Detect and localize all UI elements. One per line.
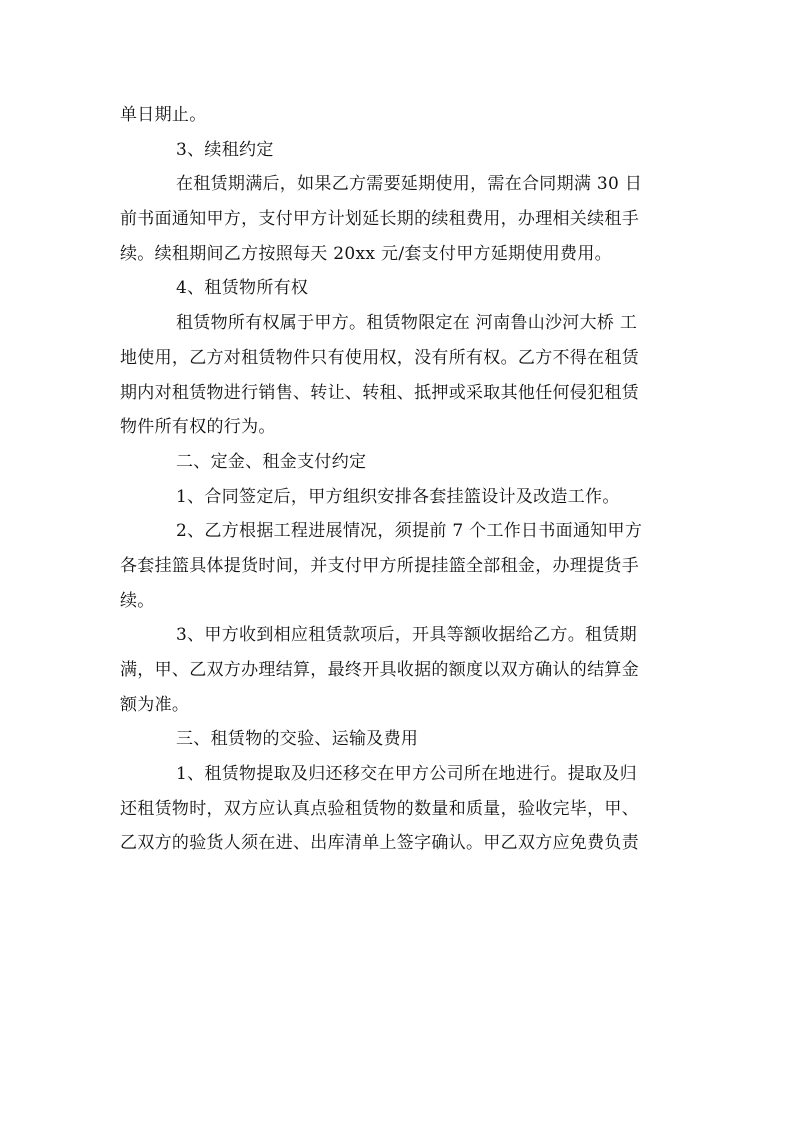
section-heading: 3、续租约定 — [176, 139, 274, 160]
text-line: 1、合同签定后，甲方组织安排各套挂篮设计及改造工作。 — [176, 486, 620, 507]
text-line: 物件所有权的行为。 — [120, 417, 276, 438]
text-line: 续。 — [120, 590, 155, 611]
text-line: 期内对租赁物进行销售、转让、转租、抵押或采取其他任何侵犯租赁 — [120, 382, 639, 403]
text-line: 地使用，乙方对租赁物件只有使用权，没有所有权。乙方不得在租赁 — [120, 347, 639, 368]
document-page — [120, 98, 674, 861]
text-line: 还租赁物时，双方应认真点验租赁物的数量和质量，验收完毕，甲、 — [120, 798, 639, 819]
text-line: 3、甲方收到相应租赁款项后，开具等额收据给乙方。租赁期 — [176, 625, 637, 646]
text-line: 1、租赁物提取及归还移交在甲方公司所在地进行。提取及归 — [176, 764, 637, 785]
text-line: 乙双方的验货人须在进、出库清单上签字确认。甲乙双方应免费负责 — [120, 833, 639, 854]
text-line: 满，甲、乙双方办理结算，最终开具收据的额度以双方确认的结算金 — [120, 660, 639, 680]
text-line: 续。续租期间乙方按照每天 20xx 元/套支付甲方延期使用费用。 — [120, 243, 612, 264]
section-heading: 三、租赁物的交验、运输及费用 — [176, 729, 419, 750]
text-line: 各套挂篮具体提货时间，并支付甲方所提挂篮全部租金，办理提货手 — [120, 555, 639, 576]
text-line: 2、乙方根据工程进展情况，须提前 7 个工作日书面通知甲方 — [176, 521, 643, 542]
text-line: 额为准。 — [120, 694, 190, 715]
section-heading: 4、租赁物所有权 — [176, 278, 309, 299]
text-line: 前书面通知甲方，支付甲方计划延长期的续租费用，办理相关续租手 — [120, 209, 639, 230]
text-line: 单日期止。 — [120, 105, 207, 125]
text-line: 租赁物所有权属于甲方。租赁物限定在 河南鲁山沙河大桥 工 — [176, 313, 638, 334]
text-line: 在租赁期满后，如果乙方需要延期使用，需在合同期满 30 日 — [176, 174, 643, 195]
section-heading: 二、定金、租金支付约定 — [176, 451, 367, 472]
